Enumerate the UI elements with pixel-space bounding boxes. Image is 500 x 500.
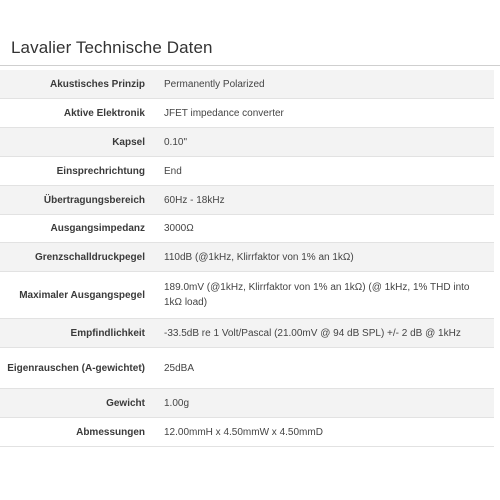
spec-label: Grenzschalldruckpegel: [0, 243, 153, 272]
spec-label: Gewicht: [0, 389, 153, 418]
spec-value: -33.5dB re 1 Volt/Pascal (21.00mV @ 94 dB SPL) +/- 2 dB @ 1kHz: [153, 319, 494, 348]
spec-value: 110dB (@1kHz, Klirrfaktor von 1% an 1kΩ): [153, 243, 494, 272]
spec-label: Abmessungen: [0, 418, 153, 447]
spec-value: End: [153, 157, 494, 186]
spec-row: [0, 215, 494, 243]
spec-row: [0, 243, 494, 272]
spec-row: [0, 272, 494, 319]
spec-label: Einsprechrichtung: [0, 157, 153, 186]
spec-table: [0, 70, 494, 447]
spec-row: [0, 389, 494, 418]
spec-value: 0.10": [153, 128, 494, 157]
spec-row: [0, 157, 494, 186]
spec-value: JFET impedance converter: [153, 99, 494, 128]
spec-row: [0, 70, 494, 99]
spec-value: 12.00mmH x 4.50mmW x 4.50mmD: [153, 418, 494, 447]
spec-value: 189.0mV (@1kHz, Klirrfaktor von 1% an 1kΩ) (@ 1kHz, 1% THD into 1kΩ load): [153, 272, 494, 319]
spec-row: [0, 319, 494, 348]
spec-label: Eigenrauschen (A-gewichtet): [0, 348, 153, 389]
spec-value: 3000Ω: [153, 215, 494, 243]
spec-value: 1.00g: [153, 389, 494, 418]
spec-label: Empfindlichkeit: [0, 319, 153, 348]
spec-row: [0, 186, 494, 215]
spec-row: [0, 348, 494, 389]
spec-row: [0, 128, 494, 157]
spec-label: Übertragungsbereich: [0, 186, 153, 215]
spec-value: 25dBA: [153, 348, 494, 389]
spec-label: Ausgangsimpedanz: [0, 215, 153, 243]
page-title: Lavalier Technische Daten: [11, 38, 213, 57]
spec-label: Akustisches Prinzip: [0, 70, 153, 99]
spec-row: [0, 418, 494, 447]
spec-row: [0, 99, 494, 128]
spec-label: Aktive Elektronik: [0, 99, 153, 128]
title-divider: [0, 65, 500, 66]
spec-label: Maximaler Ausgangspegel: [0, 272, 153, 319]
spec-value: Permanently Polarized: [153, 70, 494, 99]
spec-value: 60Hz - 18kHz: [153, 186, 494, 215]
spec-label: Kapsel: [0, 128, 153, 157]
